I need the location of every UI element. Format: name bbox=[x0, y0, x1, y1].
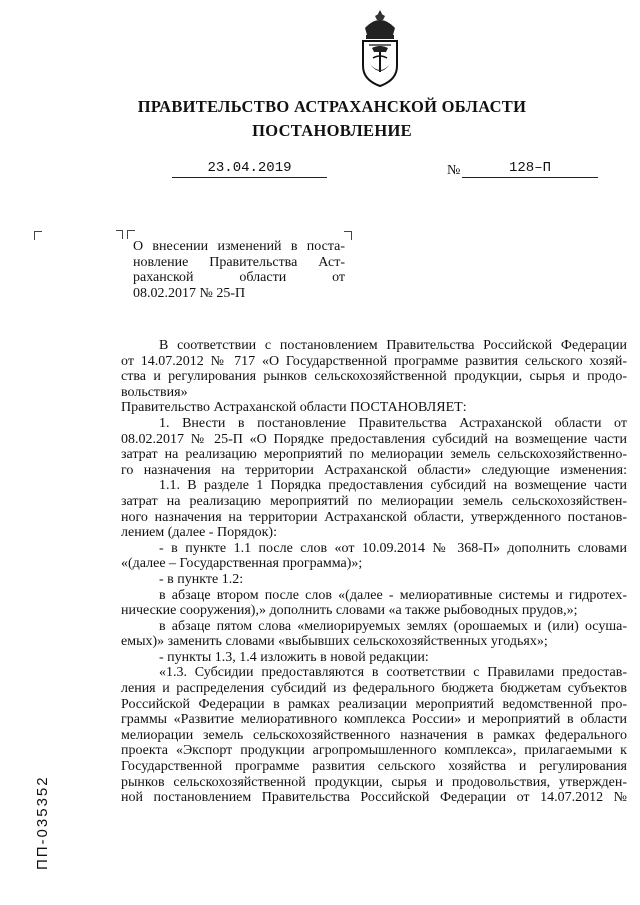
body-line: ления и распределения субсидий из федерального бюджета бюджетам субъектов bbox=[121, 681, 627, 697]
corner-mark bbox=[34, 231, 42, 240]
body-line: вольствия» bbox=[121, 384, 188, 400]
body-line: мелиорации земель сельскохозяйственного назначения в рамках федерального bbox=[121, 727, 627, 743]
document-number: 128–П bbox=[462, 159, 598, 178]
number-sign: № bbox=[447, 163, 461, 178]
body-line: ной постановлением Правительства Российской Федерации от 14.07.2012 № bbox=[121, 790, 627, 806]
body-line: лением (далее - Порядок): bbox=[121, 525, 277, 541]
corner-mark bbox=[127, 230, 135, 239]
subject-line: О внесении изменений в поста- bbox=[133, 239, 345, 254]
body-line: Правительство Астраханской области ПОСТАНОВЛЯЕТ: bbox=[121, 400, 467, 416]
corner-mark bbox=[116, 230, 123, 239]
body-line: ства и регулирования рынков сельскохозяйственной продукции, сырья и продо- bbox=[121, 369, 627, 385]
body-line: «(далее – Государственная программа)»; bbox=[121, 556, 363, 572]
form-serial-stamp: ПП-035352 bbox=[34, 775, 51, 870]
body-line: затрат на реализацию мероприятий по мелиорации земель сельскохозяйствен- bbox=[121, 493, 627, 509]
body-line: Государственной программе развития сельского хозяйства и регулирования bbox=[121, 759, 627, 775]
document-subject bbox=[133, 239, 345, 301]
body-line: Российской Федерации в рамках реализации мероприятий ведомственной про- bbox=[121, 696, 627, 712]
body-line: в абзаце пятом слова «мелиорируемых землях (орошаемых и (или) осуша- bbox=[159, 618, 627, 634]
body-line: ного назначения на территории Астраханской области, утвержденного постанов- bbox=[121, 509, 627, 525]
body-line: - в пункте 1.2: bbox=[159, 571, 244, 587]
body-line: рынков сельскохозяйственной продукции, сырья и продовольствия, утвержден- bbox=[121, 774, 627, 790]
body-line: затрат на реализацию мероприятий по мелиорации земель сельскохозяйственно- bbox=[121, 447, 627, 463]
subject-line: новление Правительства Аст- bbox=[133, 254, 345, 270]
document-body bbox=[121, 338, 627, 806]
body-line: емых)» заменить словами «выбывших сельскохозяйственных угодьях»; bbox=[121, 634, 548, 650]
government-title: ПРАВИТЕЛЬСТВО АСТРАХАНСКОЙ ОБЛАСТИ bbox=[137, 97, 527, 116]
body-line: В соответствии с постановлением Правительства Российской Федерации bbox=[159, 338, 627, 353]
body-line: - в пункте 1.1 после слов «от 10.09.2014 № 368-П» дополнить словами bbox=[159, 540, 627, 556]
corner-mark bbox=[344, 231, 352, 240]
body-line: от 14.07.2012 № 717 «О Государственной программе развития сельского хозяй- bbox=[121, 353, 627, 369]
subject-line: 08.02.2017 № 25-П bbox=[133, 285, 246, 301]
body-line: проекта «Экспорт продукции агропромышленного комплекса», прилагаемыми к bbox=[121, 743, 627, 759]
astrakhan-coat-of-arms-icon bbox=[355, 8, 405, 88]
body-line: «1.3. Субсидии предоставляются в соответствии с Правилами предостав- bbox=[159, 665, 627, 681]
body-line: нические сооружения),» дополнить словами «а также рыбоводных прудов,»; bbox=[121, 603, 578, 619]
document-date: 23.04.2019 bbox=[172, 159, 327, 178]
document-type-title: ПОСТАНОВЛЕНИЕ bbox=[252, 121, 412, 140]
body-line: граммы «Развитие мелиоративного комплекса России» и мероприятий в области bbox=[121, 712, 627, 728]
body-line: в абзаце втором после слов «(далее - мелиоративные системы и гидротех- bbox=[159, 587, 627, 603]
body-line: 08.02.2017 № 25-П «О Порядке предоставления субсидий на возмещение части bbox=[121, 431, 627, 447]
body-line: - пункты 1.3, 1.4 изложить в новой редакции: bbox=[159, 649, 429, 665]
body-line: 1.1. В разделе 1 Порядка предоставления субсидий на возмещение части bbox=[159, 478, 627, 494]
body-line: го назначения на территории Астраханской области» следующие изменения: bbox=[121, 462, 627, 478]
subject-line: раханской области от bbox=[133, 270, 345, 286]
body-line: 1. Внести в постановление Правительства Астраханской области от bbox=[159, 415, 627, 431]
